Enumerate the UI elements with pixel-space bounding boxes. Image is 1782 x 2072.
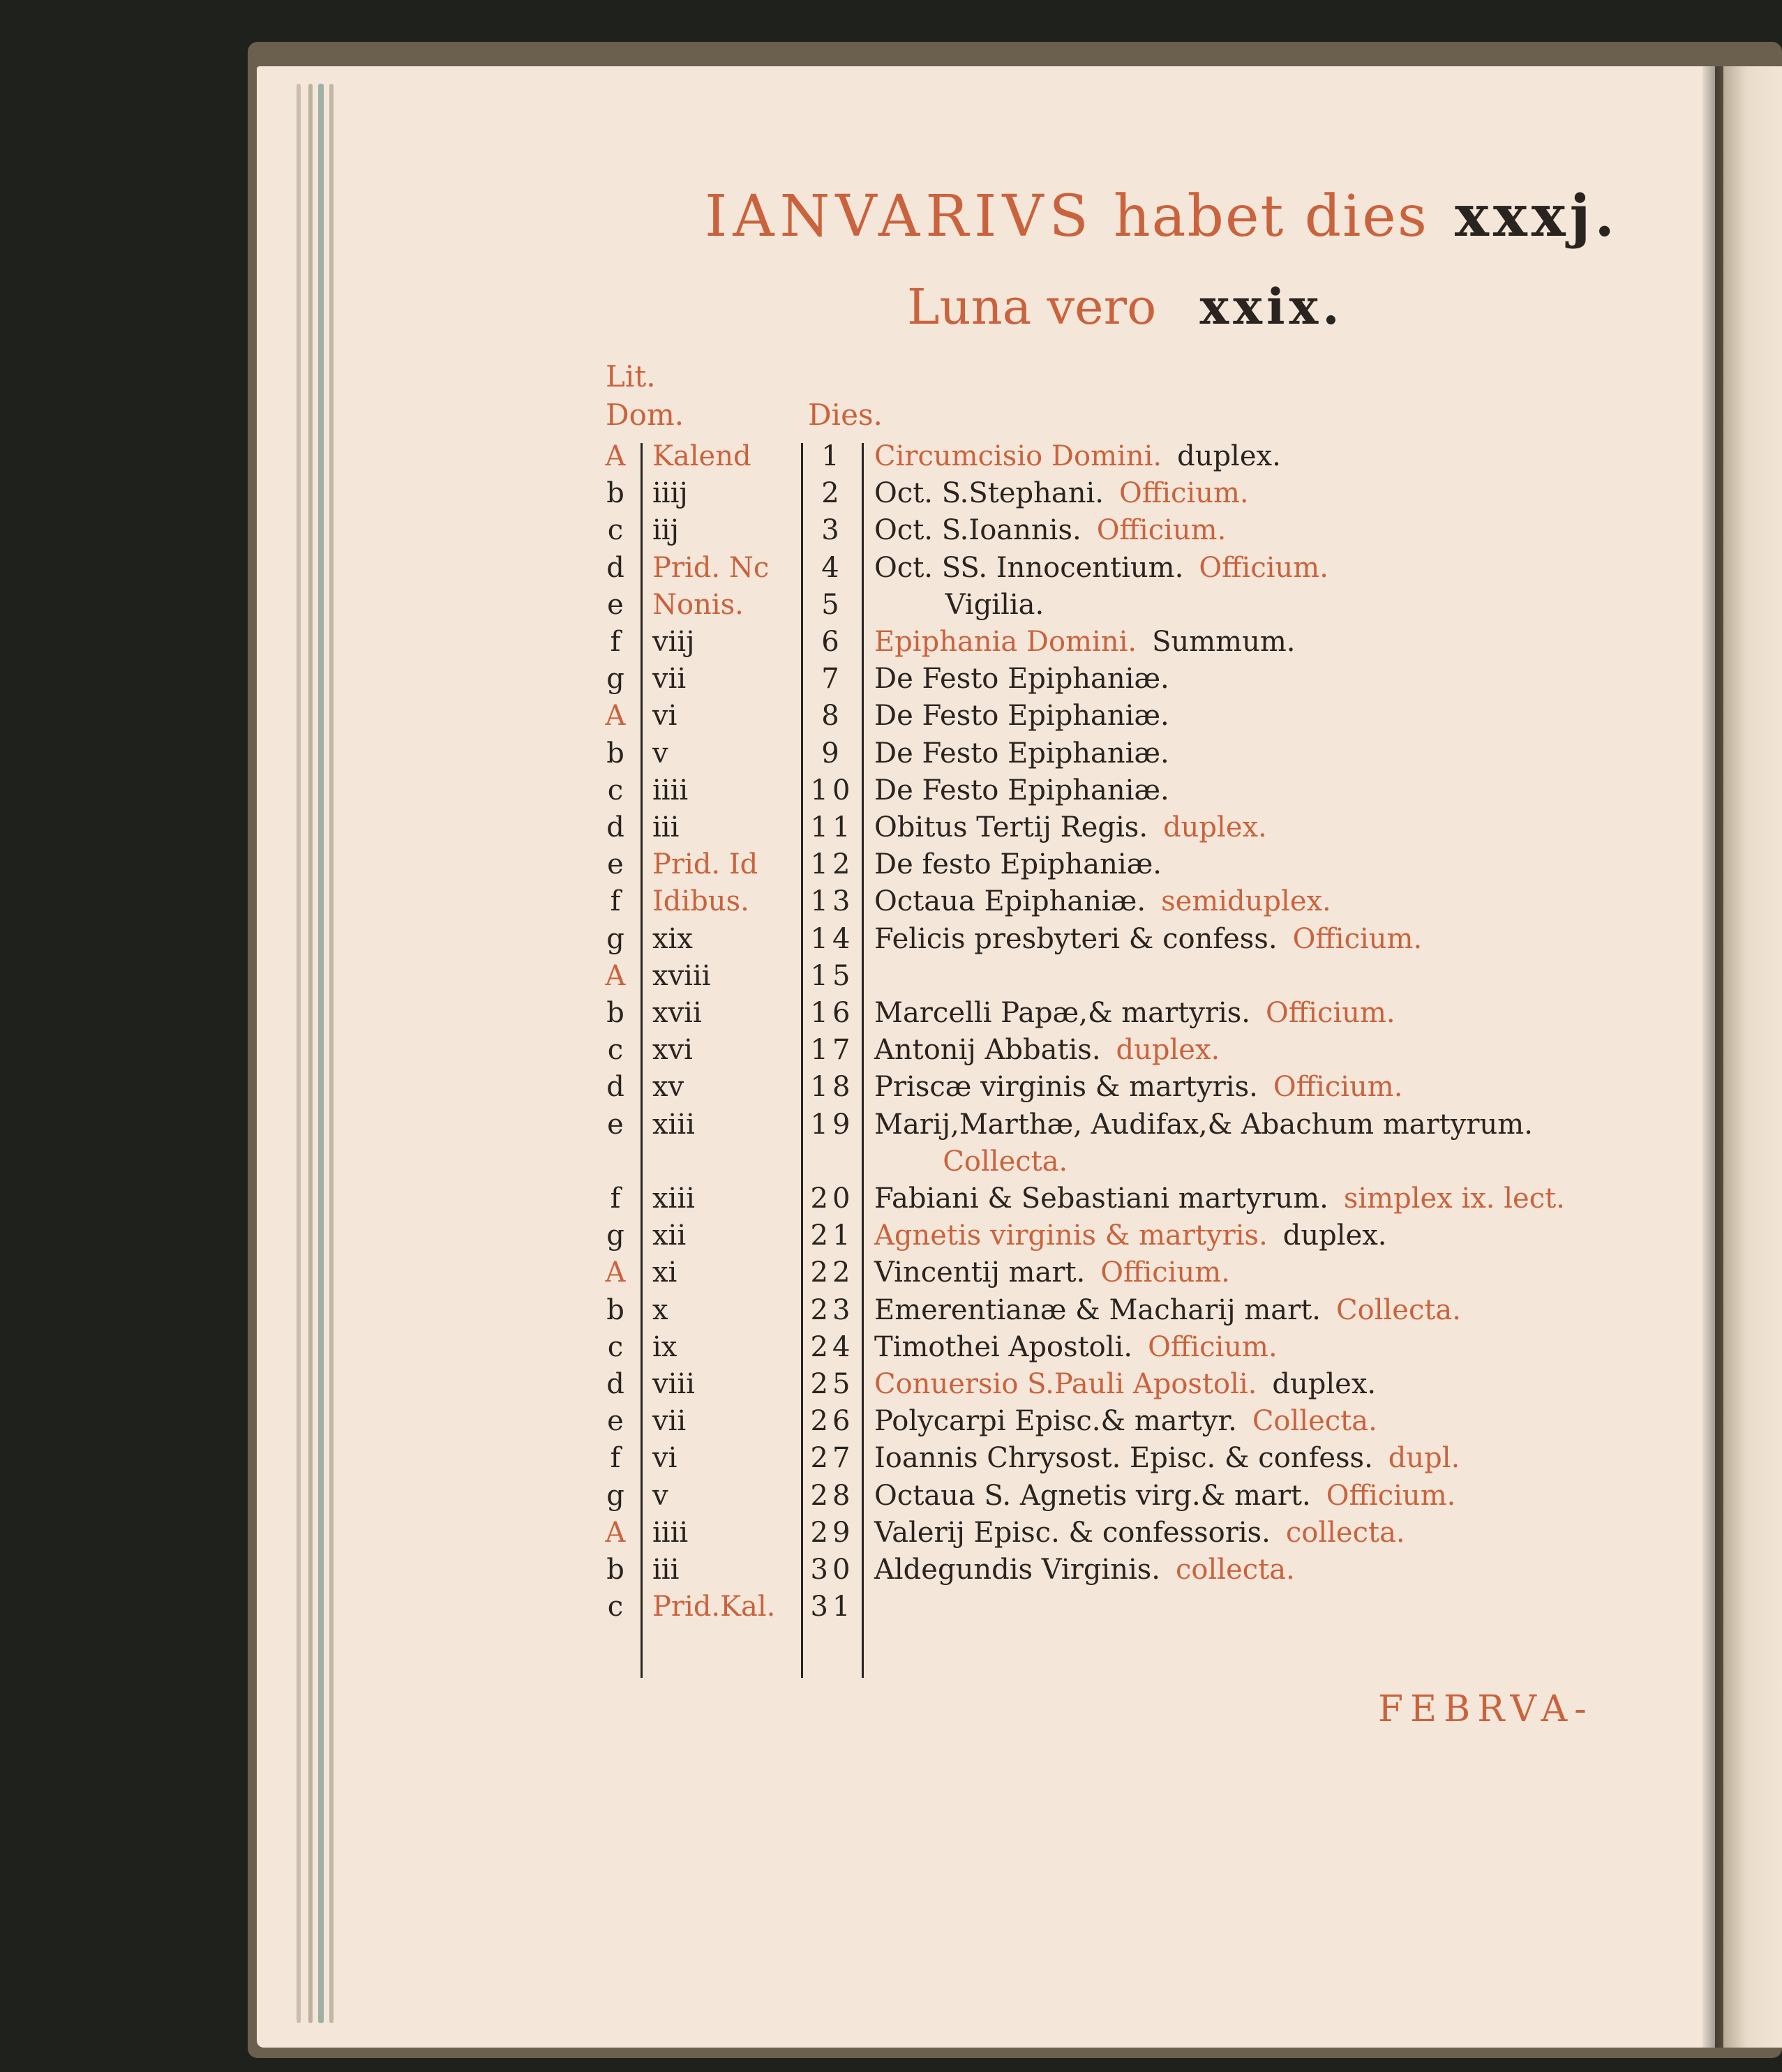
- column-rule: [641, 443, 643, 1678]
- day-number: 7: [821, 663, 844, 696]
- roman-date: xix: [652, 922, 693, 955]
- feast-entry: [874, 1552, 1295, 1588]
- feast-rank: Collecta.: [890, 1145, 1068, 1178]
- feast-name: Marcelli Papæ,& martyris.: [874, 997, 1251, 1029]
- feast-entry: [874, 1180, 1565, 1217]
- catchword: FEBRVA-: [1378, 1688, 1594, 1730]
- roman-date: xvi: [652, 1034, 693, 1067]
- feast-entry: [874, 772, 1169, 809]
- dominical-letter: e: [607, 848, 624, 881]
- day-number: 23: [810, 1293, 855, 1326]
- feast-rank: Officium.: [1100, 1256, 1230, 1289]
- month-heading: [705, 183, 1619, 250]
- day-number: 29: [810, 1516, 855, 1549]
- day-number: 11: [810, 811, 855, 843]
- feast-name: Priscæ virginis & martyris.: [874, 1071, 1258, 1104]
- column-rule: [862, 443, 864, 1678]
- feast-rank: collecta.: [1285, 1516, 1405, 1549]
- dominical-letter: A: [605, 959, 626, 992]
- feast-entry: [874, 1292, 1461, 1328]
- day-number: 5: [821, 588, 844, 621]
- dominical-letter: e: [607, 588, 624, 621]
- day-number: 8: [821, 700, 844, 733]
- feast-rank: dupl.: [1388, 1442, 1460, 1475]
- feast-rank: duplex.: [1116, 1034, 1220, 1067]
- feast-name: De Festo Epiphaniæ.: [874, 737, 1169, 770]
- column-header-lit: Lit.: [606, 359, 656, 393]
- feast-rank: Officium.: [1273, 1071, 1403, 1104]
- feast-entry: [874, 587, 1044, 623]
- roman-date: ix: [652, 1330, 677, 1363]
- column-header-dom: Dom.: [606, 398, 684, 432]
- dominical-letter: A: [605, 440, 626, 472]
- page-edge-line: [318, 84, 324, 2023]
- feast-entry: [874, 1478, 1455, 1514]
- feast-name: Ioannis Chrysost. Episc. & confess.: [874, 1442, 1373, 1475]
- feast-name: De Festo Epiphaniæ.: [874, 663, 1169, 696]
- roman-date: Kalend: [652, 440, 751, 472]
- dominical-letter: A: [605, 1516, 626, 1549]
- roman-date: Prid. Id: [652, 848, 758, 881]
- feast-rank: duplex.: [1272, 1368, 1377, 1400]
- column-header-dies: Dies.: [808, 398, 883, 432]
- day-number: 14: [810, 922, 855, 955]
- feast-rank: duplex.: [1282, 1219, 1387, 1252]
- feast-entry: [874, 1403, 1377, 1439]
- page-edge-line: [329, 84, 334, 2023]
- dominical-letter: f: [610, 626, 621, 658]
- feast-name: Oct. S.Ioannis.: [874, 514, 1081, 547]
- feast-name: Vincentij mart.: [874, 1256, 1086, 1289]
- dominical-letter: b: [606, 997, 624, 1029]
- feast-rank: simplex ix. lect.: [1343, 1183, 1565, 1215]
- day-number: 10: [810, 774, 855, 806]
- day-number: 21: [810, 1219, 855, 1252]
- feast-rank: Officium.: [1119, 477, 1249, 510]
- dominical-letter: d: [606, 1368, 624, 1400]
- dominical-letter: g: [606, 1219, 624, 1252]
- feast-entry: [874, 512, 1226, 548]
- roman-date: xii: [652, 1219, 687, 1252]
- feast-rank: duplex.: [1163, 811, 1267, 843]
- feast-name: Octaua Epiphaniæ.: [874, 885, 1146, 918]
- feast-entry: [874, 438, 1281, 474]
- feast-entry: [874, 1143, 1068, 1180]
- feast-name: De Festo Epiphaniæ.: [874, 700, 1169, 733]
- roman-date: xiii: [652, 1183, 695, 1215]
- feast-name: Agnetis virginis & martyris.: [874, 1219, 1268, 1252]
- roman-date: xvii: [652, 997, 702, 1029]
- dominical-letter: g: [606, 1479, 624, 1512]
- feast-entry: [874, 624, 1296, 660]
- feast-name: Epiphania Domini.: [874, 626, 1137, 658]
- dominical-letter: g: [606, 663, 624, 696]
- feast-name: Conuersio S.Pauli Apostoli.: [874, 1368, 1257, 1400]
- dominical-letter: f: [610, 885, 621, 918]
- roman-date: v: [652, 737, 668, 770]
- day-number: 22: [810, 1256, 855, 1289]
- column-rule: [801, 443, 803, 1678]
- feast-entry: [874, 550, 1328, 586]
- roman-date: xi: [652, 1256, 677, 1289]
- feast-name: Oct. S.Stephani.: [874, 477, 1105, 510]
- dominical-letter: b: [606, 737, 624, 770]
- roman-date: x: [652, 1293, 668, 1326]
- day-number: 9: [821, 737, 844, 770]
- feast-entry: [874, 846, 1162, 883]
- feast-entry: [874, 475, 1249, 511]
- feast-rank: Summum.: [1152, 626, 1296, 658]
- feast-name: Circumcisio Domini.: [874, 440, 1162, 472]
- feast-entry: [874, 735, 1169, 772]
- feast-name: Valerij Episc. & confessoris.: [874, 1516, 1271, 1549]
- feast-entry: [874, 1217, 1387, 1254]
- roman-date: vi: [652, 700, 677, 733]
- dominical-letter: A: [605, 700, 626, 733]
- feast-entry: [874, 809, 1267, 846]
- day-number: 31: [810, 1591, 855, 1623]
- feast-rank: Collecta.: [1336, 1293, 1461, 1326]
- dominical-letter: c: [607, 1330, 624, 1363]
- feast-name: Marij,Marthæ, Audifax,& Abachum martyrum.: [874, 1108, 1533, 1141]
- day-number: 28: [810, 1479, 855, 1512]
- feast-entry: [874, 1069, 1402, 1105]
- day-number: 12: [810, 848, 855, 881]
- roman-date: vii: [652, 663, 687, 696]
- feast-name: Polycarpi Episc.& martyr.: [874, 1405, 1237, 1438]
- dominical-letter: A: [605, 1256, 626, 1289]
- roman-date: iiii: [652, 774, 689, 806]
- roman-date: vi: [652, 1442, 677, 1475]
- dominical-letter: f: [610, 1183, 621, 1215]
- dominical-letter: g: [606, 922, 624, 955]
- feast-name: Aldegundis Virginis.: [874, 1554, 1161, 1586]
- day-number: 25: [810, 1368, 855, 1400]
- feast-entry: [874, 1329, 1278, 1365]
- dominical-letter: c: [607, 514, 624, 547]
- feast-rank: duplex.: [1177, 440, 1281, 472]
- day-number: 6: [821, 626, 844, 658]
- feast-entry: [874, 1254, 1230, 1291]
- feast-name: Felicis presbyteri & confess.: [874, 922, 1278, 955]
- feast-entry: [874, 1366, 1376, 1402]
- feast-name: Antonij Abbatis.: [874, 1034, 1101, 1067]
- feast-rank: semiduplex.: [1161, 885, 1331, 918]
- roman-date: Idibus.: [652, 885, 749, 918]
- dominical-letter: e: [607, 1108, 624, 1141]
- day-number: 19: [810, 1108, 855, 1141]
- dominical-letter: d: [606, 811, 624, 843]
- feast-name: Obitus Tertij Regis.: [874, 811, 1148, 843]
- day-number: 2: [821, 477, 844, 510]
- feast-rank: Officium.: [1199, 551, 1328, 584]
- feast-entry: [874, 661, 1169, 697]
- day-number: 30: [810, 1554, 855, 1586]
- dominical-letter: f: [610, 1442, 621, 1475]
- feast-name: Emerentianæ & Macharij mart.: [874, 1293, 1321, 1326]
- day-number: 3: [821, 514, 844, 547]
- roman-date: viij: [652, 626, 695, 658]
- feast-entry: [874, 883, 1331, 919]
- roman-date: iii: [652, 1554, 680, 1586]
- feast-rank: Officium.: [1326, 1479, 1456, 1512]
- feast-name: Oct. SS. Innocentium.: [874, 551, 1184, 584]
- month-name: IANVARIVS: [705, 183, 1094, 250]
- dominical-letter: e: [607, 1405, 624, 1438]
- feast-entry: [874, 698, 1169, 734]
- feast-rank: Officium.: [1148, 1330, 1278, 1363]
- feast-name: Octaua S. Agnetis virg.& mart.: [874, 1479, 1311, 1512]
- dominical-letter: b: [606, 1293, 624, 1326]
- luna-days-count: xxix.: [1199, 278, 1344, 336]
- roman-date: xv: [652, 1071, 684, 1104]
- feast-entry: [874, 1515, 1405, 1551]
- day-number: 4: [821, 551, 844, 584]
- roman-date: v: [652, 1479, 668, 1512]
- feast-name: De Festo Epiphaniæ.: [874, 774, 1169, 806]
- feast-entry: [874, 995, 1395, 1031]
- feast-rank: Officium.: [1266, 997, 1395, 1029]
- luna-heading: [907, 278, 1344, 336]
- day-number: 20: [810, 1183, 855, 1215]
- roman-date: xviii: [652, 959, 711, 992]
- page-edge-line: [297, 84, 301, 2023]
- luna-label: Luna vero: [907, 278, 1157, 336]
- month-habet: habet dies: [1113, 183, 1428, 250]
- roman-date: Prid. Nc: [652, 551, 770, 584]
- feast-rank: Officium.: [1292, 922, 1423, 955]
- day-number: 24: [810, 1330, 855, 1363]
- feast-entry: [874, 1440, 1460, 1476]
- day-number: 16: [810, 997, 855, 1029]
- dominical-letter: d: [606, 551, 624, 584]
- dominical-letter: c: [607, 1034, 624, 1067]
- roman-date: Prid.Kal.: [652, 1591, 776, 1623]
- roman-date: Nonis.: [652, 588, 744, 621]
- page-edge-line: [308, 84, 313, 2023]
- feast-rank: collecta.: [1176, 1554, 1295, 1586]
- day-number: 26: [810, 1405, 855, 1438]
- roman-date: iiii: [652, 1516, 689, 1549]
- feast-rank: Officium.: [1096, 514, 1227, 547]
- day-number: 18: [810, 1071, 855, 1104]
- facing-page-edge: [1723, 66, 1782, 2048]
- feast-name: Vigilia.: [874, 588, 1045, 621]
- dominical-letter: c: [607, 774, 624, 806]
- roman-date: iij: [652, 514, 679, 547]
- feast-name: De festo Epiphaniæ.: [874, 848, 1162, 881]
- dominical-letter: b: [606, 477, 624, 510]
- feast-name: Timothei Apostoli.: [874, 1330, 1133, 1363]
- month-days-count: xxxj.: [1454, 183, 1619, 250]
- feast-entry: [874, 921, 1422, 957]
- day-number: 17: [810, 1034, 855, 1067]
- page-edges: [265, 84, 342, 2023]
- roman-date: xiii: [652, 1108, 695, 1141]
- dominical-letter: c: [607, 1591, 624, 1623]
- feast-entry: [874, 1106, 1533, 1143]
- feast-rank: Collecta.: [1252, 1405, 1377, 1438]
- feast-name: Fabiani & Sebastiani martyrum.: [874, 1183, 1328, 1215]
- feast-entry: [874, 1032, 1220, 1068]
- dominical-letter: b: [606, 1554, 624, 1586]
- roman-date: iii: [652, 811, 680, 843]
- day-number: 13: [810, 885, 855, 918]
- day-number: 15: [810, 959, 855, 992]
- roman-date: iiij: [652, 477, 688, 510]
- roman-date: vii: [652, 1405, 687, 1438]
- dominical-letter: d: [606, 1071, 624, 1104]
- day-number: 1: [821, 440, 844, 472]
- roman-date: viii: [652, 1368, 695, 1400]
- day-number: 27: [810, 1442, 855, 1475]
